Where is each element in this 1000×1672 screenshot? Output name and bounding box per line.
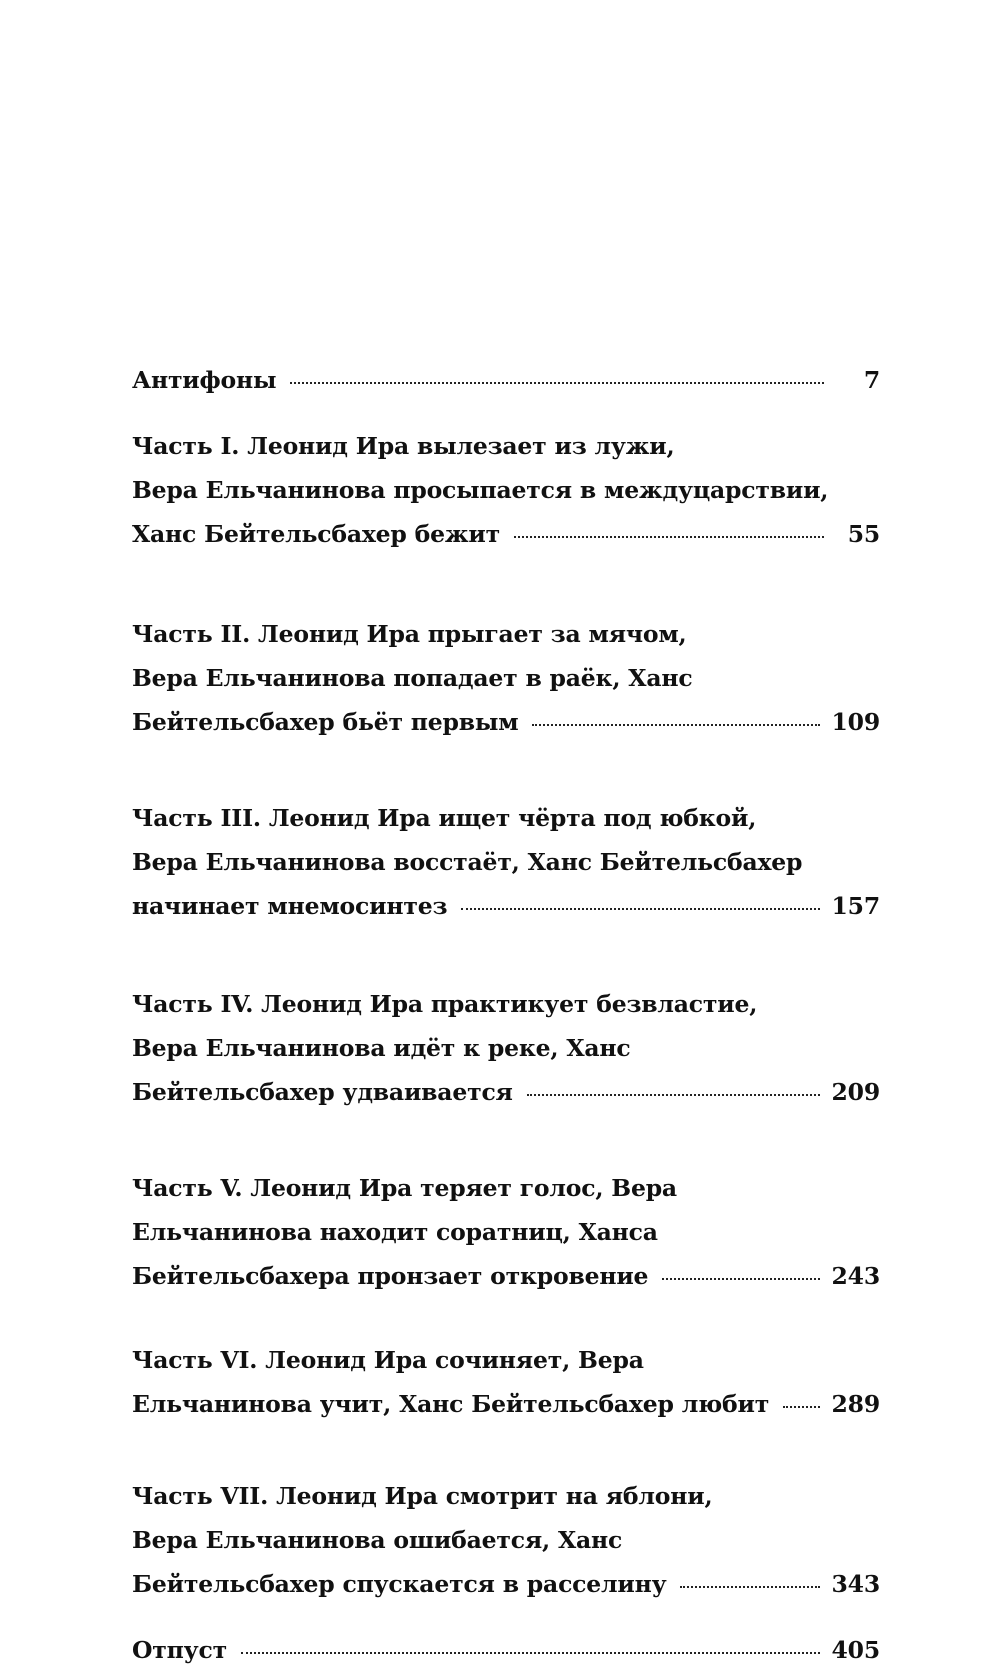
page-number: 109: [831, 708, 880, 736]
page-number: 289: [831, 1390, 880, 1418]
toc-entry-title-line: Часть V. Леонид Ира теряет голос, Вера: [132, 1174, 677, 1202]
toc-entry-title-line: Бейтельсбахера пронзает откровение: [132, 1262, 649, 1290]
toc-entry-part-6[interactable]: [132, 1338, 880, 1426]
dot-leader: [514, 536, 824, 538]
toc-entry-part-3[interactable]: [132, 796, 880, 928]
toc-entry-title: Антифоны: [132, 366, 277, 394]
dot-leader: [527, 1094, 820, 1096]
dot-leader: [532, 724, 819, 726]
toc-entry-title-line: Часть I. Леонид Ира вылезает из лужи,: [132, 432, 675, 460]
toc-entry-part-2[interactable]: [132, 612, 880, 744]
toc-entry-title-line: Ельчанинова учит, Ханс Бейтельсбахер любит: [132, 1390, 770, 1418]
dot-leader: [783, 1406, 819, 1408]
page-number: 209: [831, 1078, 880, 1106]
dot-leader: [680, 1586, 819, 1588]
dot-leader: [290, 382, 824, 384]
toc-entry-title-line: Вера Ельчанинова ошибается, Ханс: [132, 1526, 623, 1554]
toc-entry-part-1[interactable]: [132, 424, 880, 556]
toc-entry-title-line: Вера Ельчанинова попадает в раёк, Ханс: [132, 664, 693, 692]
toc-entry-otpust[interactable]: [132, 1628, 880, 1672]
toc-entry-title-line: Бейтельсбахер бьёт первым: [132, 708, 519, 736]
page-number: 343: [831, 1570, 880, 1598]
toc-entry-antifony[interactable]: [132, 358, 880, 402]
dot-leader: [662, 1278, 819, 1280]
toc-entry-title-line: Часть II. Леонид Ира прыгает за мячом,: [132, 620, 687, 648]
toc-entry-title-line: Вера Ельчанинова просыпается в междуцарствии,: [132, 476, 829, 504]
toc-entry-title-line: Бейтельсбахер удваивается: [132, 1078, 513, 1106]
toc-entry-title: Отпуст: [132, 1636, 227, 1664]
page-number: 55: [847, 520, 880, 548]
toc-entry-title-line: Вера Ельчанинова восстаёт, Ханс Бейтельсбахер: [132, 848, 803, 876]
toc-entry-title-line: Ельчанинова находит соратниц, Ханса: [132, 1218, 658, 1246]
toc-entry-title-line: Часть VII. Леонид Ира смотрит на яблони,: [132, 1482, 713, 1510]
toc-entry-title-line: Бейтельсбахер спускается в расселину: [132, 1570, 667, 1598]
toc-entry-title-line: Вера Ельчанинова идёт к реке, Ханс: [132, 1034, 631, 1062]
toc-entry-title-line: Часть VI. Леонид Ира сочиняет, Вера: [132, 1346, 644, 1374]
table-of-contents: [132, 358, 880, 1672]
page-number: 7: [863, 366, 880, 394]
page-number: 405: [831, 1636, 880, 1664]
toc-entry-title-line: Часть IV. Леонид Ира практикует безвластие,: [132, 990, 758, 1018]
toc-entry-part-5[interactable]: [132, 1166, 880, 1298]
toc-entry-part-4[interactable]: [132, 982, 880, 1114]
page-number: 157: [831, 892, 880, 920]
page-number: 243: [831, 1262, 880, 1290]
toc-entry-title-line: Ханс Бейтельсбахер бежит: [132, 520, 500, 548]
dot-leader: [241, 1652, 820, 1654]
toc-entry-title-line: Часть III. Леонид Ира ищет чёрта под юбкой,: [132, 804, 757, 832]
dot-leader: [461, 908, 819, 910]
toc-entry-part-7[interactable]: [132, 1474, 880, 1606]
toc-entry-title-line: начинает мнемосинтез: [132, 892, 448, 920]
